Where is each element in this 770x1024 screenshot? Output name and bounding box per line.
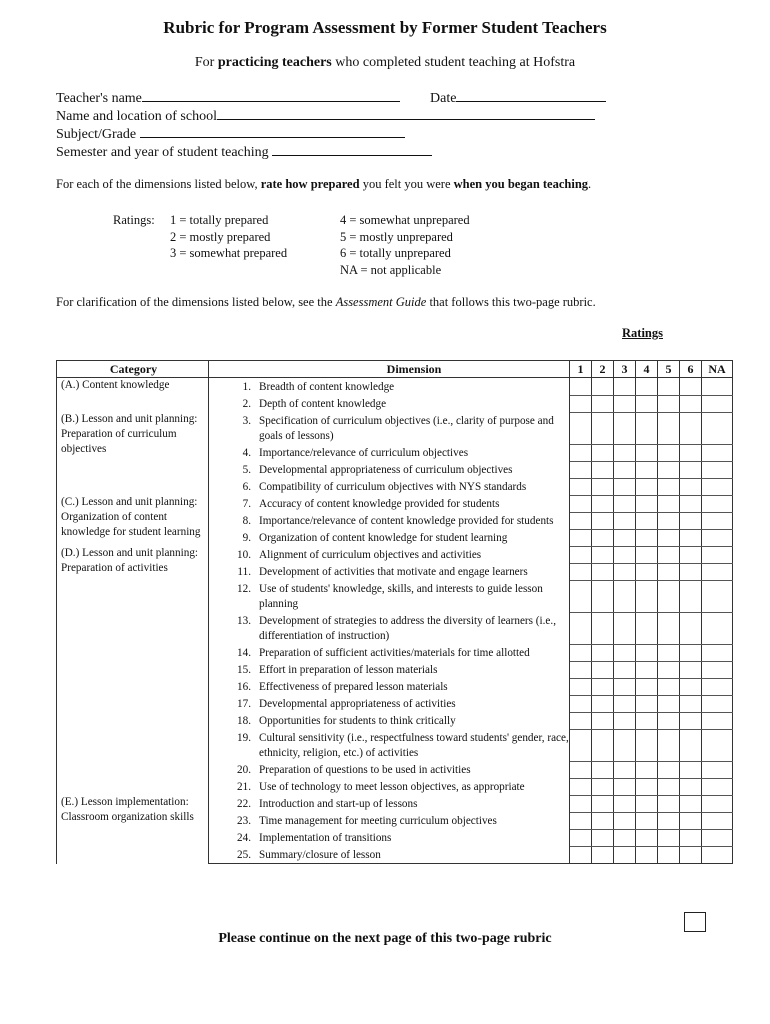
- rating-header-4: 4: [636, 361, 658, 378]
- item-number: 16.: [237, 681, 251, 693]
- semester-field[interactable]: [56, 143, 432, 162]
- rating-cell-na[interactable]: [702, 478, 733, 495]
- dimension-cell: Opportunities for students to think critically: [259, 712, 570, 729]
- rating-cell-6[interactable]: [680, 378, 702, 396]
- item-number: 24.: [237, 832, 251, 844]
- rating-cell-2[interactable]: [592, 546, 614, 563]
- rating-cell-6[interactable]: [680, 795, 702, 812]
- rating-cell-6[interactable]: [680, 761, 702, 778]
- rating-cell-5[interactable]: [658, 795, 680, 812]
- rating-cell-4[interactable]: [636, 495, 658, 512]
- dimension-cell: Use of technology to meet lesson objectives, as appropriate: [259, 778, 570, 795]
- item-number: 23.: [237, 815, 251, 827]
- rating-cell-1[interactable]: [570, 661, 592, 678]
- rating-cell-6[interactable]: [680, 729, 702, 761]
- rating-cell-3[interactable]: [614, 661, 636, 678]
- rating-cell-5[interactable]: [658, 644, 680, 661]
- rating-cell-3[interactable]: [614, 829, 636, 846]
- rating-cell-5[interactable]: [658, 495, 680, 512]
- item-number: 9.: [242, 532, 251, 544]
- rating-cell-1[interactable]: [570, 580, 592, 612]
- rating-cell-2[interactable]: [592, 661, 614, 678]
- rating-cell-2[interactable]: [592, 795, 614, 812]
- rating-cell-na[interactable]: [702, 644, 733, 661]
- rating-cell-6[interactable]: [680, 461, 702, 478]
- instruction-mid: you felt you were: [359, 177, 454, 191]
- rating-cell-2[interactable]: [592, 678, 614, 695]
- rating-cell-na[interactable]: [702, 729, 733, 761]
- rating-cell-4[interactable]: [636, 546, 658, 563]
- rating-cell-1[interactable]: [570, 512, 592, 529]
- school-line[interactable]: [217, 107, 595, 120]
- dimension-header: Dimension: [259, 361, 570, 378]
- rating-cell-2[interactable]: [592, 412, 614, 444]
- rating-cell-4[interactable]: [636, 444, 658, 461]
- category-header: Category: [57, 361, 209, 378]
- ratings-heading: Ratings: [622, 326, 663, 340]
- rating-cell-na[interactable]: [702, 412, 733, 444]
- rating-cell-4[interactable]: [636, 395, 658, 412]
- rating-cell-6[interactable]: [680, 712, 702, 729]
- rating-cell-6[interactable]: [680, 778, 702, 795]
- rating-4: 4 = somewhat unprepared: [340, 213, 470, 227]
- rating-cell-5[interactable]: [658, 829, 680, 846]
- rating-cell-5[interactable]: [658, 395, 680, 412]
- rating-cell-na[interactable]: [702, 461, 733, 478]
- rating-cell-na[interactable]: [702, 778, 733, 795]
- rating-cell-5[interactable]: [658, 546, 680, 563]
- rating-na: NA = not applicable: [340, 262, 442, 277]
- rating-cell-6[interactable]: [680, 495, 702, 512]
- footer-note: Please continue on the next page of this two-page rubric: [218, 931, 552, 946]
- clarification-post: that follows this two-page rubric.: [426, 295, 596, 309]
- rating-header-3: 3: [614, 361, 636, 378]
- item-number: 10.: [237, 549, 251, 561]
- rating-cell-4[interactable]: [636, 778, 658, 795]
- rating-cell-4[interactable]: [636, 729, 658, 761]
- subject-label: Subject/Grade: [56, 127, 137, 142]
- rating-cell-1[interactable]: [570, 729, 592, 761]
- rating-cell-4[interactable]: [636, 644, 658, 661]
- rating-header-2: 2: [592, 361, 614, 378]
- rating-cell-2[interactable]: [592, 512, 614, 529]
- rating-cell-2[interactable]: [592, 444, 614, 461]
- rating-cell-4[interactable]: [636, 612, 658, 644]
- rating-cell-4[interactable]: [636, 829, 658, 846]
- rating-cell-na[interactable]: [702, 395, 733, 412]
- clarification-text: [56, 295, 596, 310]
- rating-cell-1[interactable]: [570, 495, 592, 512]
- rating-cell-na[interactable]: [702, 678, 733, 695]
- rating-cell-5[interactable]: [658, 529, 680, 546]
- rating-cell-2[interactable]: [592, 495, 614, 512]
- subtitle-bold: practicing teachers: [217, 55, 332, 70]
- category-cell: (C.) Lesson and unit planning: Organization of content knowledge for student learning: [57, 495, 209, 546]
- category-cell: (E.) Lesson implementation: Classroom organization skills: [57, 795, 209, 864]
- rating-cell-4[interactable]: [636, 712, 658, 729]
- rating-cell-na[interactable]: [702, 444, 733, 461]
- item-number: 12.: [237, 583, 251, 595]
- teacher-name-label: Teacher's name: [56, 91, 142, 106]
- dimension-cell: Developmental appropriateness of activities: [259, 695, 570, 712]
- rating-cell-4[interactable]: [636, 478, 658, 495]
- item-number: 13.: [237, 615, 251, 627]
- rating-cell-3[interactable]: [614, 795, 636, 812]
- rating-cell-1[interactable]: [570, 412, 592, 444]
- subtitle-post: who completed student teaching at Hofstra: [331, 55, 576, 70]
- rating-cell-5[interactable]: [658, 461, 680, 478]
- rating-cell-na[interactable]: [702, 846, 733, 864]
- rating-header-na: NA: [702, 361, 733, 378]
- rating-cell-na[interactable]: [702, 378, 733, 396]
- rating-header-6: 6: [680, 361, 702, 378]
- dimension-cell: Development of strategies to address the diversity of learners (i.e., differentiation of instruction): [259, 612, 570, 644]
- rating-cell-3[interactable]: [614, 695, 636, 712]
- rating-cell-4[interactable]: [636, 378, 658, 396]
- rating-cell-3[interactable]: [614, 761, 636, 778]
- table-row: [57, 795, 733, 812]
- rating-cell-5[interactable]: [658, 695, 680, 712]
- rating-cell-2[interactable]: [592, 644, 614, 661]
- rating-cell-2[interactable]: [592, 729, 614, 761]
- rating-cell-2[interactable]: [592, 378, 614, 396]
- item-number: 17.: [237, 698, 251, 710]
- rating-cell-na[interactable]: [702, 812, 733, 829]
- item-number: 2.: [242, 398, 251, 410]
- dimension-cell: Specification of curriculum objectives (i.e., clarity of purpose and goals of lessons): [259, 412, 570, 444]
- rating-5: 5 = mostly unprepared: [340, 229, 453, 244]
- clarification-pre: For clarification of the dimensions listed below, see the: [56, 295, 336, 309]
- rating-cell-na[interactable]: [702, 712, 733, 729]
- page-checkbox[interactable]: [684, 912, 706, 932]
- rating-cell-2[interactable]: [592, 829, 614, 846]
- rating-cell-1[interactable]: [570, 678, 592, 695]
- rating-cell-4[interactable]: [636, 412, 658, 444]
- dimension-cell: Time management for meeting curriculum objectives: [259, 812, 570, 829]
- date-line[interactable]: [456, 89, 606, 102]
- dimension-cell: Importance/relevance of curriculum objectives: [259, 444, 570, 461]
- school-label: Name and location of school: [56, 109, 217, 124]
- rating-cell-6[interactable]: [680, 412, 702, 444]
- rating-cell-5[interactable]: [658, 678, 680, 695]
- rating-cell-na[interactable]: [702, 612, 733, 644]
- dimension-cell: Effort in preparation of lesson materials: [259, 661, 570, 678]
- rating-cell-1[interactable]: [570, 444, 592, 461]
- dimension-cell: Depth of content knowledge: [259, 395, 570, 412]
- item-number: 3.: [242, 415, 251, 427]
- rating-cell-3[interactable]: [614, 395, 636, 412]
- rating-cell-6[interactable]: [680, 444, 702, 461]
- item-number: 20.: [237, 764, 251, 776]
- item-number: 1.: [242, 381, 251, 393]
- rubric-table: [56, 360, 733, 864]
- dimension-cell: Introduction and start-up of lessons: [259, 795, 570, 812]
- rating-header-1: 1: [570, 361, 592, 378]
- dimension-cell: Accuracy of content knowledge provided for students: [259, 495, 570, 512]
- rating-cell-6[interactable]: [680, 580, 702, 612]
- rating-cell-6[interactable]: [680, 478, 702, 495]
- rating-cell-3[interactable]: [614, 546, 636, 563]
- rating-cell-1[interactable]: [570, 529, 592, 546]
- rating-cell-na[interactable]: [702, 563, 733, 580]
- item-number: 14.: [237, 647, 251, 659]
- category-cell: (D.) Lesson and unit planning: Preparation of activities: [57, 546, 209, 795]
- rating-cell-na[interactable]: [702, 546, 733, 563]
- instruction-text: [56, 177, 591, 192]
- dimension-cell: Development of activities that motivate and engage learners: [259, 563, 570, 580]
- rating-cell-2[interactable]: [592, 812, 614, 829]
- instruction-bold2: when you began teaching: [453, 177, 589, 191]
- rating-cell-5[interactable]: [658, 444, 680, 461]
- semester-label: Semester and year of student teaching: [56, 145, 269, 160]
- rating-cell-3[interactable]: [614, 412, 636, 444]
- rating-cell-3[interactable]: [614, 378, 636, 396]
- rating-cell-5[interactable]: [658, 778, 680, 795]
- table-header-row: [57, 361, 733, 378]
- rating-cell-1[interactable]: [570, 395, 592, 412]
- rating-cell-6[interactable]: [680, 395, 702, 412]
- rating-cell-6[interactable]: [680, 529, 702, 546]
- table-row: [57, 412, 733, 444]
- rating-cell-1[interactable]: [570, 563, 592, 580]
- rating-cell-6[interactable]: [680, 563, 702, 580]
- rating-cell-na[interactable]: [702, 829, 733, 846]
- rating-1: 1 = totally prepared: [170, 213, 269, 227]
- ratings-left: [170, 212, 287, 262]
- dimension-cell: Implementation of transitions: [259, 829, 570, 846]
- item-number: 11.: [237, 566, 251, 578]
- date-label: Date: [430, 91, 457, 106]
- rating-cell-2[interactable]: [592, 612, 614, 644]
- rating-6: 6 = totally unprepared: [340, 246, 451, 260]
- dimension-cell: Developmental appropriateness of curriculum objectives: [259, 461, 570, 478]
- date-field[interactable]: [430, 89, 606, 108]
- rating-cell-1[interactable]: [570, 461, 592, 478]
- rating-cell-6[interactable]: [680, 512, 702, 529]
- rating-cell-5[interactable]: [658, 512, 680, 529]
- rating-header-5: 5: [658, 361, 680, 378]
- rating-cell-4[interactable]: [636, 563, 658, 580]
- rating-cell-2[interactable]: [592, 712, 614, 729]
- teacher-name-line[interactable]: [142, 89, 400, 102]
- rating-cell-3[interactable]: [614, 444, 636, 461]
- rating-cell-1[interactable]: [570, 829, 592, 846]
- item-number: 7.: [242, 498, 251, 510]
- item-number: 5.: [242, 464, 251, 476]
- item-number: 4.: [242, 447, 251, 459]
- item-number: 15.: [237, 664, 251, 676]
- rating-cell-1[interactable]: [570, 478, 592, 495]
- rating-cell-2[interactable]: [592, 580, 614, 612]
- rating-cell-5[interactable]: [658, 580, 680, 612]
- rating-cell-3[interactable]: [614, 778, 636, 795]
- rating-cell-na[interactable]: [702, 695, 733, 712]
- dimension-cell: Compatibility of curriculum objectives with NYS standards: [259, 478, 570, 495]
- instruction-bold1: rate how prepared: [260, 177, 360, 191]
- rating-cell-6[interactable]: [680, 661, 702, 678]
- rating-cell-2[interactable]: [592, 529, 614, 546]
- rating-cell-6[interactable]: [680, 546, 702, 563]
- rating-cell-5[interactable]: [658, 812, 680, 829]
- rating-cell-5[interactable]: [658, 378, 680, 396]
- clarification-italic: Assessment Guide: [335, 295, 427, 309]
- rating-cell-1[interactable]: [570, 378, 592, 396]
- rating-cell-3[interactable]: [614, 580, 636, 612]
- item-number: 22.: [237, 798, 251, 810]
- dimension-cell: Summary/closure of lesson: [259, 846, 570, 864]
- rating-cell-6[interactable]: [680, 695, 702, 712]
- subject-field[interactable]: [56, 125, 405, 144]
- rating-cell-5[interactable]: [658, 563, 680, 580]
- rating-cell-2[interactable]: [592, 761, 614, 778]
- subtitle-pre: For: [194, 55, 218, 70]
- rating-cell-6[interactable]: [680, 678, 702, 695]
- rating-cell-4[interactable]: [636, 795, 658, 812]
- rating-cell-4[interactable]: [636, 761, 658, 778]
- table-row: [57, 495, 733, 512]
- rating-cell-2[interactable]: [592, 846, 614, 864]
- item-number: 21.: [237, 781, 251, 793]
- rating-cell-1[interactable]: [570, 612, 592, 644]
- rating-cell-4[interactable]: [636, 812, 658, 829]
- dimension-cell: Effectiveness of prepared lesson materials: [259, 678, 570, 695]
- rating-cell-1[interactable]: [570, 712, 592, 729]
- dimension-cell: Preparation of questions to be used in activities: [259, 761, 570, 778]
- rating-cell-1[interactable]: [570, 546, 592, 563]
- rating-cell-1[interactable]: [570, 778, 592, 795]
- rating-cell-3[interactable]: [614, 712, 636, 729]
- rating-cell-na[interactable]: [702, 495, 733, 512]
- rating-cell-3[interactable]: [614, 644, 636, 661]
- item-number: 18.: [237, 715, 251, 727]
- rating-cell-3[interactable]: [614, 563, 636, 580]
- rating-cell-1[interactable]: [570, 846, 592, 864]
- table-row: [57, 546, 733, 563]
- rating-cell-2[interactable]: [592, 778, 614, 795]
- rating-cell-6[interactable]: [680, 612, 702, 644]
- rating-cell-3[interactable]: [614, 461, 636, 478]
- rating-3: 3 = somewhat prepared: [170, 246, 288, 260]
- rating-cell-5[interactable]: [658, 412, 680, 444]
- rating-2: 2 = mostly prepared: [170, 229, 271, 244]
- rating-cell-3[interactable]: [614, 729, 636, 761]
- rating-cell-2[interactable]: [592, 478, 614, 495]
- rating-cell-3[interactable]: [614, 812, 636, 829]
- item-number: 8.: [242, 515, 251, 527]
- school-field[interactable]: [56, 107, 595, 126]
- rating-cell-na[interactable]: [702, 580, 733, 612]
- semester-line[interactable]: [272, 143, 432, 156]
- rating-cell-5[interactable]: [658, 661, 680, 678]
- item-number: 19.: [237, 732, 251, 744]
- rating-cell-na[interactable]: [702, 661, 733, 678]
- dimension-cell: Organization of content knowledge for student learning: [259, 529, 570, 546]
- rating-cell-2[interactable]: [592, 695, 614, 712]
- rating-cell-2[interactable]: [592, 563, 614, 580]
- rating-cell-4[interactable]: [636, 529, 658, 546]
- rating-cell-6[interactable]: [680, 812, 702, 829]
- rating-cell-2[interactable]: [592, 395, 614, 412]
- rating-cell-3[interactable]: [614, 529, 636, 546]
- dimension-cell: Cultural sensitivity (i.e., respectfulness toward students' gender, race, ethnicity, religion, etc.) of activities: [259, 729, 570, 761]
- rating-cell-3[interactable]: [614, 846, 636, 864]
- instruction-post: .: [588, 177, 592, 191]
- rating-cell-1[interactable]: [570, 644, 592, 661]
- item-number: 25.: [209, 846, 260, 864]
- rating-cell-4[interactable]: [636, 512, 658, 529]
- rating-cell-3[interactable]: [614, 678, 636, 695]
- rating-cell-5[interactable]: [658, 729, 680, 761]
- subject-line[interactable]: [140, 125, 405, 138]
- rating-cell-6[interactable]: [680, 846, 702, 864]
- rating-cell-5[interactable]: [658, 478, 680, 495]
- ratings-right: [340, 212, 470, 278]
- rating-cell-4[interactable]: [636, 695, 658, 712]
- instruction-pre: For each of the dimensions listed below,: [56, 177, 261, 191]
- category-cell: (A.) Content knowledge: [57, 378, 209, 413]
- category-cell: (B.) Lesson and unit planning: Preparation of curriculum objectives: [57, 412, 209, 495]
- rating-cell-1[interactable]: [570, 795, 592, 812]
- item-number: 6.: [242, 481, 251, 493]
- rating-cell-4[interactable]: [636, 661, 658, 678]
- dimension-cell: Importance/relevance of content knowledge provided for students: [259, 512, 570, 529]
- rating-cell-na[interactable]: [702, 529, 733, 546]
- dimension-cell: Use of students' knowledge, skills, and interests to guide lesson planning: [259, 580, 570, 612]
- rating-cell-na[interactable]: [702, 795, 733, 812]
- dimension-cell: Breadth of content knowledge: [259, 378, 570, 396]
- subtitle: [0, 55, 770, 71]
- rating-cell-3[interactable]: [614, 495, 636, 512]
- rating-cell-3[interactable]: [614, 512, 636, 529]
- rating-cell-5[interactable]: [658, 712, 680, 729]
- teacher-name-field[interactable]: [56, 89, 400, 108]
- rating-cell-na[interactable]: [702, 761, 733, 778]
- rating-cell-5[interactable]: [658, 846, 680, 864]
- rating-cell-3[interactable]: [614, 478, 636, 495]
- ratings-label: Ratings:: [113, 213, 155, 227]
- rating-cell-6[interactable]: [680, 829, 702, 846]
- page-title: Rubric for Program Assessment by Former Student Teachers: [163, 18, 607, 37]
- rating-cell-1[interactable]: [570, 812, 592, 829]
- rating-cell-4[interactable]: [636, 580, 658, 612]
- rating-cell-4[interactable]: [636, 678, 658, 695]
- rating-cell-2[interactable]: [592, 461, 614, 478]
- rating-cell-4[interactable]: [636, 461, 658, 478]
- rating-cell-5[interactable]: [658, 612, 680, 644]
- rating-cell-3[interactable]: [614, 612, 636, 644]
- rating-cell-1[interactable]: [570, 695, 592, 712]
- rating-cell-6[interactable]: [680, 644, 702, 661]
- rating-cell-na[interactable]: [702, 512, 733, 529]
- rating-cell-1[interactable]: [570, 761, 592, 778]
- rating-cell-4[interactable]: [636, 846, 658, 864]
- dimension-cell: Preparation of sufficient activities/materials for time allotted: [259, 644, 570, 661]
- table-row: [57, 378, 733, 396]
- rating-cell-5[interactable]: [658, 761, 680, 778]
- dimension-cell: Alignment of curriculum objectives and activities: [259, 546, 570, 563]
